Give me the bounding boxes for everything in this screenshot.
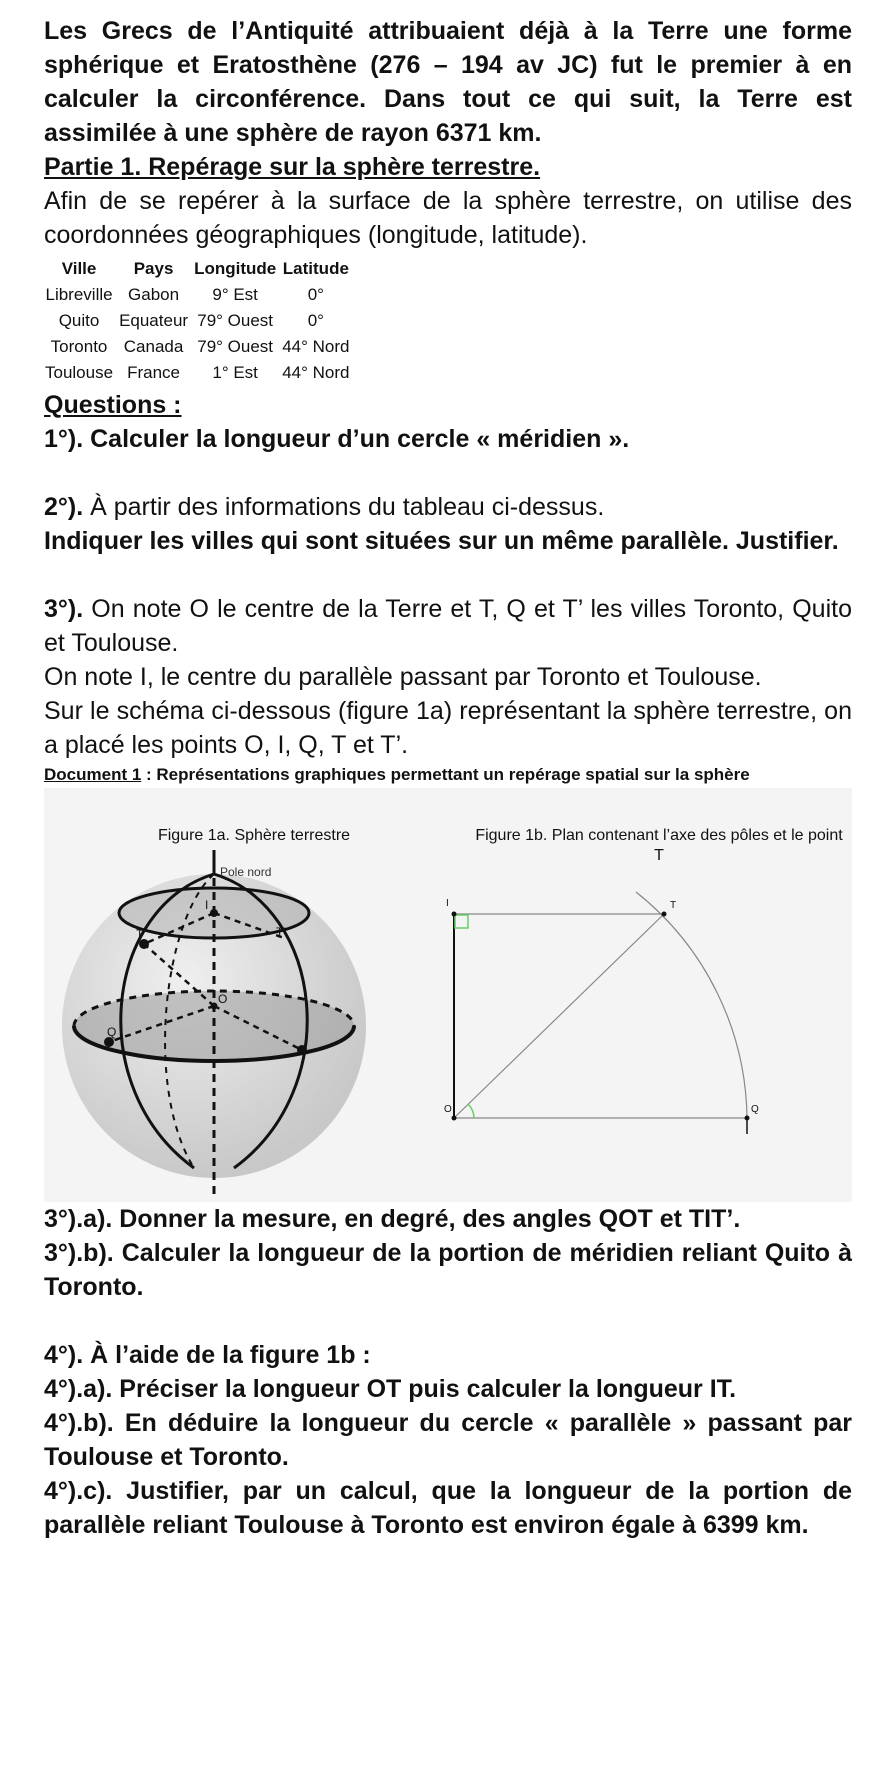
figure-area: [44, 788, 852, 1202]
pole-label: Pole nord: [220, 865, 272, 879]
cell-pays: Gabon: [128, 285, 180, 304]
cell-pays: Equateur: [119, 311, 189, 330]
part1-text: Afin de se repérer à la surface de la sphère terrestre, on utilise des coordonnées géographiques (longitude, latitude).: [44, 187, 852, 249]
point-I-1b: [452, 912, 457, 917]
question-3-line1-text: On note O le centre de la Terre et T, Q et T’ les villes Toronto, Quito et Toulouse.: [44, 595, 852, 657]
cell-longitude: 79° Ouest: [197, 311, 274, 330]
document-page: [44, 14, 852, 1542]
question-4b: 4°).b). En déduire la longueur du cercle « parallèle » passant par Toulouse et Toronto.: [44, 1409, 852, 1471]
col-header-pays: Pays: [133, 259, 174, 278]
figure-1b-title: Figure 1b. Plan contenant l’axe des pôles et le point T: [475, 827, 843, 864]
cell-pays: Canada: [123, 337, 184, 356]
question-2-intro: [44, 490, 852, 524]
question-2-intro-text: À partir des informations du tableau ci-dessus.: [83, 493, 605, 521]
document-label: Document 1: [44, 765, 142, 784]
question-4c: 4°).c). Justifier, par un calcul, que la longueur de la portion de parallèle reliant Toulouse à Toronto est environ égale à 6399 km.: [44, 1477, 852, 1539]
cell-latitude: 0°: [307, 285, 324, 304]
document-caption: [44, 764, 852, 786]
cell-ville: Quito: [58, 311, 100, 330]
question-2-body: Indiquer les villes qui sont situées sur un même parallèle. Justifier.: [44, 527, 839, 555]
right-angle-marker: [455, 915, 468, 928]
figure-1b-plane: [444, 892, 759, 1134]
label-T: T: [136, 927, 144, 941]
label-I: I: [205, 898, 209, 912]
col-header-ville: Ville: [61, 259, 97, 278]
label-O-1b: O: [444, 1104, 452, 1115]
cell-ville: Toronto: [50, 337, 108, 356]
table-row: [42, 282, 353, 308]
cell-ville: Toulouse: [45, 363, 114, 382]
segment-OT: [454, 914, 664, 1118]
intro-paragraph: Les Grecs de l’Antiquité attribuaient déjà à la Terre une forme sphérique et Eratosthène (276 – 194 av JC) fut le premier à en calculer la circonférence. Dans tout ce qui suit, la Terre est assimilée à une sphère de rayon 6371 km.: [44, 17, 852, 147]
col-header-longitude: Longitude: [194, 259, 277, 278]
label-I-1b: I: [446, 898, 449, 909]
point-I: [210, 909, 218, 917]
question-3b: 3°).b). Calculer la longueur de la portion de méridien reliant Quito à Toronto.: [44, 1239, 852, 1301]
label-T-1b: T: [670, 900, 677, 911]
question-1: 1°). Calculer la longueur d’un cercle « méridien ».: [44, 425, 630, 453]
label-Q: Q: [107, 1025, 117, 1039]
question-3a: 3°).a). Donner la mesure, en degré, des angles QOT et TIT’.: [44, 1205, 741, 1233]
point-O: [211, 1003, 218, 1010]
question-3-line1: [44, 592, 852, 660]
point-T-1b: [662, 912, 667, 917]
cell-pays: France: [127, 363, 181, 382]
coordinates-table: [42, 256, 353, 386]
col-header-latitude: Latitude: [282, 259, 349, 278]
label-Q-1b: Q: [751, 1104, 759, 1115]
meridian-arc: [636, 892, 747, 1118]
question-3-line3: Sur le schéma ci-dessous (figure 1a) représentant la sphère terrestre, on a placé les points O, I, Q, T et T’.: [44, 697, 852, 759]
table-row: [42, 360, 353, 386]
cell-longitude: 9° Est: [212, 285, 258, 304]
cell-longitude: 79° Ouest: [197, 337, 274, 356]
table-row: [42, 308, 353, 334]
label-O: O: [218, 992, 228, 1006]
cell-latitude: 44° Nord: [282, 363, 350, 382]
table-row: [42, 334, 353, 360]
cell-latitude: 0°: [307, 311, 324, 330]
figures-svg: [44, 788, 852, 1202]
point-O-1b: [452, 1116, 457, 1121]
document-caption-text: : Représentations graphiques permettant un repérage spatial sur la sphère: [141, 765, 750, 784]
question-2-number: 2°).: [44, 493, 84, 521]
part1-title: Partie 1. Repérage sur la sphère terrestre.: [44, 153, 541, 181]
questions-title: Questions :: [44, 391, 182, 419]
figure-1a-sphere: [62, 850, 366, 1196]
question-4a: 4°).a). Préciser la longueur OT puis calculer la longueur IT.: [44, 1375, 737, 1403]
point-equator: [297, 1045, 307, 1055]
figure-1a-title: Figure 1a. Sphère terrestre: [157, 827, 351, 844]
point-Q-1b: [745, 1116, 750, 1121]
table-header-row: [42, 256, 353, 282]
label-Tp: T’: [276, 925, 286, 939]
cell-ville: Libreville: [45, 285, 113, 304]
angle-marker-O: [468, 1104, 474, 1118]
question-3-number: 3°).: [44, 595, 84, 623]
cell-latitude: 44° Nord: [282, 337, 350, 356]
question-3-line2: On note I, le centre du parallèle passant par Toronto et Toulouse.: [44, 663, 762, 691]
cell-longitude: 1° Est: [212, 363, 258, 382]
question-4: 4°). À l’aide de la figure 1b :: [44, 1341, 371, 1369]
